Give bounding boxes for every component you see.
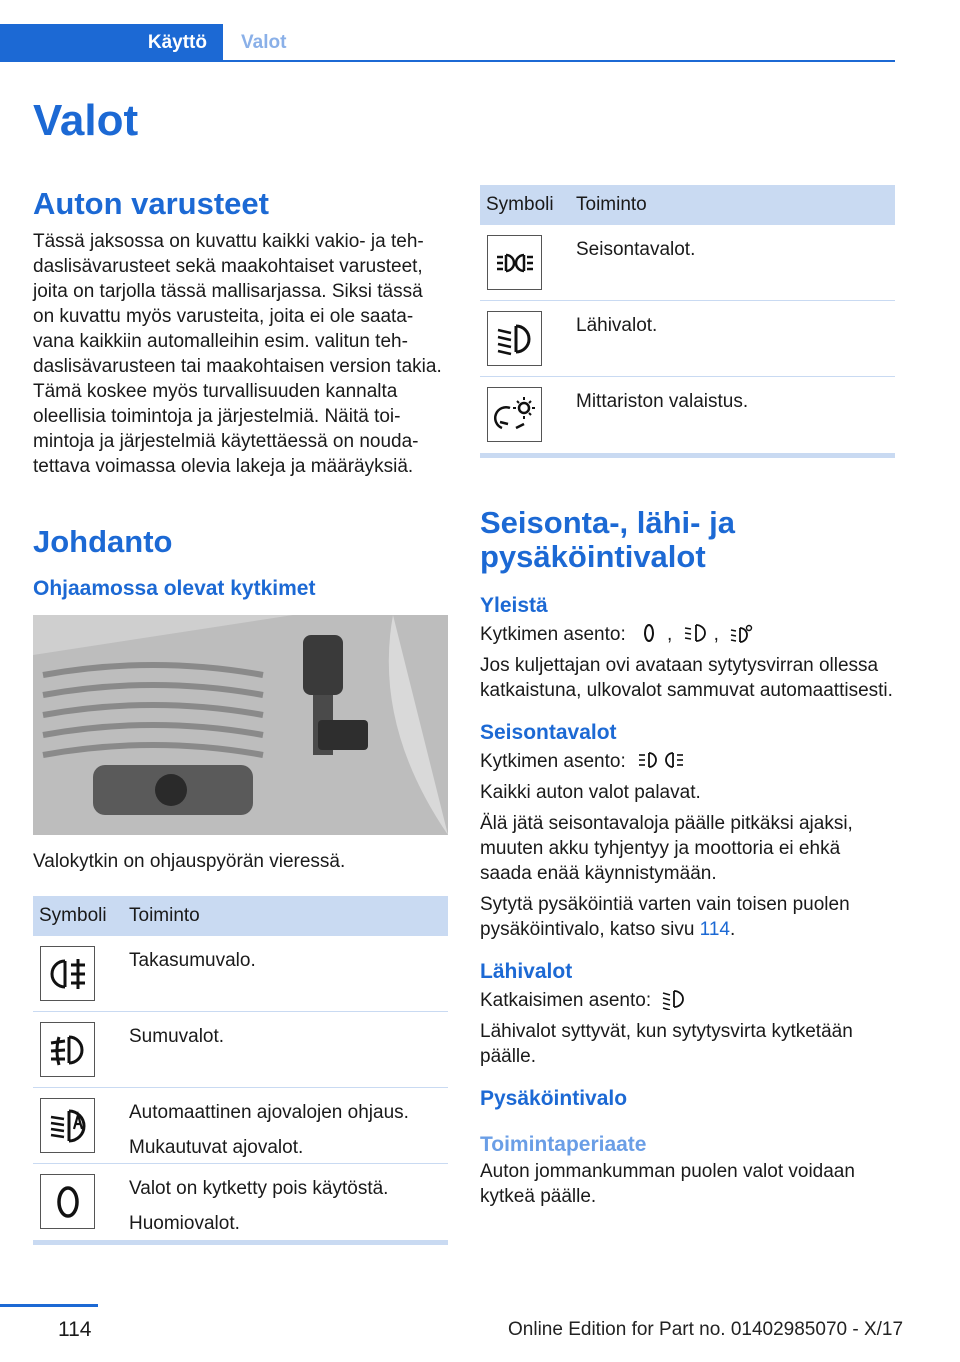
seisonta-switch-line xyxy=(480,749,895,774)
low-beam-icon xyxy=(662,988,686,1010)
intro-paragraph: Tässä jaksossa on kuvattu kaikki vakio- ja tehdaslisävarusteet sekä maakohtaiset varusteet, joita on tarjolla tässä mallisarjassa. Siksi tässä on kuvattu myös varusteita, joita ei ole saatavana kaikkiin automalleihin esim. valitun tehdaslisävarusteen tai maakohtaisen version takia. Tämä koskee myös turvallisuuden kannalta oleellisia toimintoja ja järjestelmiä. Näitä toimintoja ja järjestelmiä käytettäessä on noudatettava voimassa olevia lakeja ja määräyksiä. xyxy=(33,231,442,478)
parking-lights-icon xyxy=(637,749,685,771)
heading-switches: Ohjaamossa olevat kytkimet xyxy=(33,577,316,601)
footer-accent-line xyxy=(0,1304,98,1307)
seisonta-p3-end: . xyxy=(729,919,736,941)
parking-lights-icon xyxy=(684,622,708,644)
seisonta-p2: Älä jätä seisontavaloja päälle pitkäksi ajaksi, muuten akku tyhjentyy ja moottoria ei ehkä saada enää käynnistymään. xyxy=(480,813,853,885)
yleista-switch-line xyxy=(480,622,895,647)
page-title: Valot xyxy=(33,96,139,145)
tab-kaytto[interactable]: Käyttö xyxy=(0,24,223,62)
lahi-text: Lähivalot syttyvät, kun sytytysvirta kytketään päälle. xyxy=(480,1021,853,1068)
col-symbol: Symboli xyxy=(486,194,554,215)
lights-off-icon xyxy=(40,1174,95,1229)
col-function: Toiminto xyxy=(129,905,200,927)
table-row xyxy=(33,1164,448,1240)
switch-label: Katkaisimen asento: xyxy=(480,990,652,1012)
left-column xyxy=(33,185,448,1245)
table-end-bar xyxy=(480,453,895,458)
table-row xyxy=(480,377,895,453)
heading-lahivalot: Lähivalot xyxy=(480,960,573,984)
switch-label: Kytkimen asento: xyxy=(480,751,626,773)
page-link-114[interactable]: 114 xyxy=(699,919,730,941)
heading-pysakointivalo: Pysäköintivalo xyxy=(480,1087,628,1111)
row-text: Huomiovalot. xyxy=(129,1213,240,1235)
row-text: Mittariston valaistus. xyxy=(576,391,749,412)
separator: , xyxy=(667,624,673,646)
dashboard-photo xyxy=(33,615,448,835)
heading-seisontavalot: Seisontavalot xyxy=(480,721,617,745)
right-column xyxy=(480,185,895,1209)
row-text: Takasumuvalo. xyxy=(129,950,256,972)
auto-lights-icon xyxy=(730,622,754,644)
parking-lights-icon xyxy=(487,235,542,290)
table-header xyxy=(480,185,895,225)
auto-headlight-icon xyxy=(40,1098,95,1153)
table-row xyxy=(480,301,895,377)
lights-off-icon xyxy=(637,622,661,644)
row-text: Seisontavalot. xyxy=(576,239,696,260)
seisonta-p3-text: Sytytä pysäköintiä varten vain toisen puolen pysäköintivalo, katso sivu xyxy=(480,894,850,941)
yleista-text: Jos kuljettajan ovi avataan sytytysvirran ollessa katkaistuna, ulkovalot sammuvat automaattisesti. xyxy=(480,655,893,702)
low-beam-icon xyxy=(487,311,542,366)
edition-note: Online Edition for Part no. 01402985070 - X/17 xyxy=(508,1319,904,1340)
table-row xyxy=(33,1088,448,1164)
header-tabs xyxy=(0,24,895,62)
col-symbol: Symboli xyxy=(39,905,107,927)
tab-valot[interactable]: Valot xyxy=(241,32,287,53)
light-switch-illustration xyxy=(33,615,448,835)
table-header xyxy=(33,896,448,936)
photo-caption: Valokytkin on ohjauspyörän vieressä. xyxy=(33,851,346,873)
section-title-equipment: Auton varusteet xyxy=(33,186,269,221)
seisonta-p1: Kaikki auton valot palavat. xyxy=(480,782,701,804)
row-text: Automaattinen ajovalojen ohjaus. xyxy=(129,1102,409,1124)
left-symbol-table xyxy=(33,896,448,1245)
page-number: 114 xyxy=(58,1318,92,1341)
table-end-bar xyxy=(33,1240,448,1245)
heading-johdanto: Johdanto xyxy=(33,524,173,560)
front-fog-light-icon xyxy=(40,1022,95,1077)
col-function: Toiminto xyxy=(576,194,647,215)
switch-label: Kytkimen asento: xyxy=(480,624,626,646)
heading-toimintaperiaate: Toimintaperiaate xyxy=(480,1133,647,1157)
right-symbol-table xyxy=(480,185,895,458)
lahi-switch-line xyxy=(480,988,895,1013)
table-row xyxy=(33,936,448,1012)
heading-lights-section: Seisonta-, lähi- ja pysäköintivalot xyxy=(480,505,735,575)
table-row xyxy=(480,225,895,301)
table-row xyxy=(33,1012,448,1088)
row-text: Sumuvalot. xyxy=(129,1026,225,1048)
row-text: Lähivalot. xyxy=(576,315,658,336)
heading-yleista: Yleistä xyxy=(480,594,548,618)
seisonta-p3 xyxy=(480,892,895,942)
instrument-lighting-icon xyxy=(487,387,542,442)
row-text: Mukautuvat ajovalot. xyxy=(129,1137,304,1159)
separator: , xyxy=(713,624,719,646)
rear-fog-light-icon xyxy=(40,946,95,1001)
toiminta-text: Auton jommankumman puolen valot voidaan kytkeä päälle. xyxy=(480,1161,855,1208)
row-text: Valot on kytketty pois käytöstä. xyxy=(129,1178,389,1200)
